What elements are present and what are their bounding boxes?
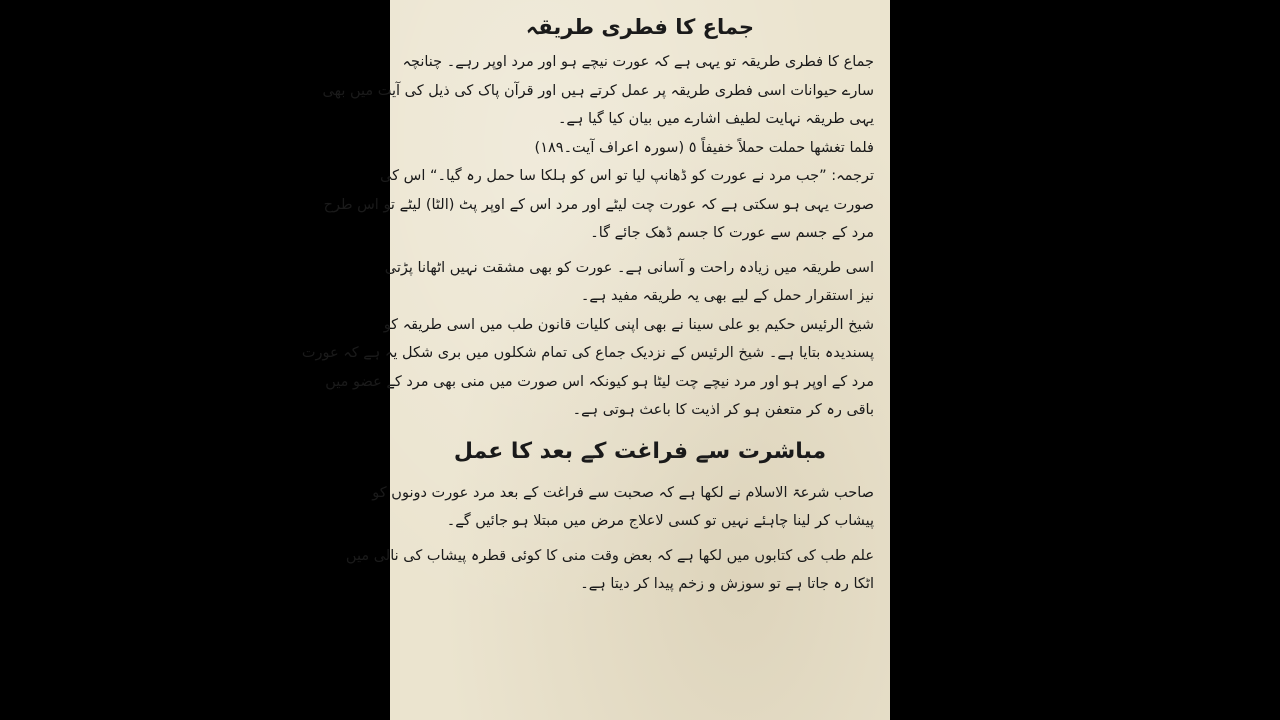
text-line: یہی طریقہ نہایت لطیف اشارے میں بیان کیا گیا ہے۔	[557, 111, 874, 127]
paragraph-comfort	[384, 254, 874, 311]
text-line: علم طب کی کتابوں میں لکھا ہے کہ بعض وقت منی کا کوئی قطرہ پیشاب کی نالی میں	[345, 547, 874, 564]
text-line: جماع کا فطری طریقہ تو یہی ہے کہ عورت نیچے ہو اور مرد اوپر رہے۔ چنانچہ	[402, 54, 874, 70]
section-heading: مباشرت سے فراغت کے بعد کا عمل	[453, 438, 827, 464]
quran-verse: فلما تغشھا حملت حملاً خفیفاً ٥ (سورہ اعراف آیت۔١٨٩)	[534, 139, 874, 156]
page-title: جماع کا فطری طریقہ	[525, 15, 755, 39]
text-line: پسندیدہ بتایا ہے۔ شیخ الرئیس کے نزدیک جماع کی تمام شکلوں میں بری شکل یہ ہے کہ عورت	[301, 345, 874, 361]
paragraph-natural-method	[322, 48, 874, 134]
text-line: باقی رہ کر متعفن ہو کر اذیت کا باعث ہوتی ہے۔	[572, 402, 874, 418]
text-line: سارے حیوانات اسی فطری طریقہ پر عمل کرتے ہیں اور قرآن پاک کی ذیل کی آیت میں بھی	[322, 82, 874, 99]
text-line: ترجمہ: ”جب مرد نے عورت کو ڈھانپ لیا تو اس کو ہلکا سا حمل رہ گیا۔“ اس کی	[380, 168, 874, 184]
paragraph-after-intercourse	[372, 479, 874, 536]
text-line: نیز استقرار حمل کے لیے بھی یہ طریقہ مفید ہے۔	[580, 288, 874, 304]
text-line: صاحب شرعۃ الاسلام نے لکھا ہے کہ صحبت سے فراغت کے بعد مرد عورت دونوں کو	[372, 484, 874, 501]
text-line: شیخ الرئیس حکیم بو علی سینا نے بھی اپنی کلیات قانون طب میں اسی طریقہ کو	[383, 316, 874, 333]
text-line: مرد کے جسم سے عورت کا جسم ڈھک جائے گا۔	[590, 225, 874, 241]
text-line: اٹکا رہ جاتا ہے تو سوزش و زخم پیدا کر دیتا ہے۔	[580, 576, 874, 592]
text-line: مرد کے اوپر ہو اور مرد نیچے چت لیٹا ہو کیونکہ اس صورت میں منی بھی مرد کے عضو میں	[325, 373, 874, 390]
text-line: پیشاب کر لینا چاہئے نہیں تو کسی لاعلاج مرض میں مبتلا ہو جائیں گے۔	[446, 513, 874, 529]
paragraph-avicenna	[301, 311, 874, 425]
paragraph-translation	[323, 162, 874, 248]
text-line: اسی طریقہ میں زیادہ راحت و آسانی ہے۔ عورت کو بھی مشقت نہیں اٹھانا پڑتی	[384, 259, 874, 276]
scanned-page	[301, 0, 890, 720]
paragraph-medical-books	[345, 542, 874, 599]
text-line: صورت یہی ہو سکتی ہے کہ عورت چت لیٹے اور مرد اس کے اوپر پٹ (الٹا) لیٹے تو اس طرح	[323, 196, 874, 213]
